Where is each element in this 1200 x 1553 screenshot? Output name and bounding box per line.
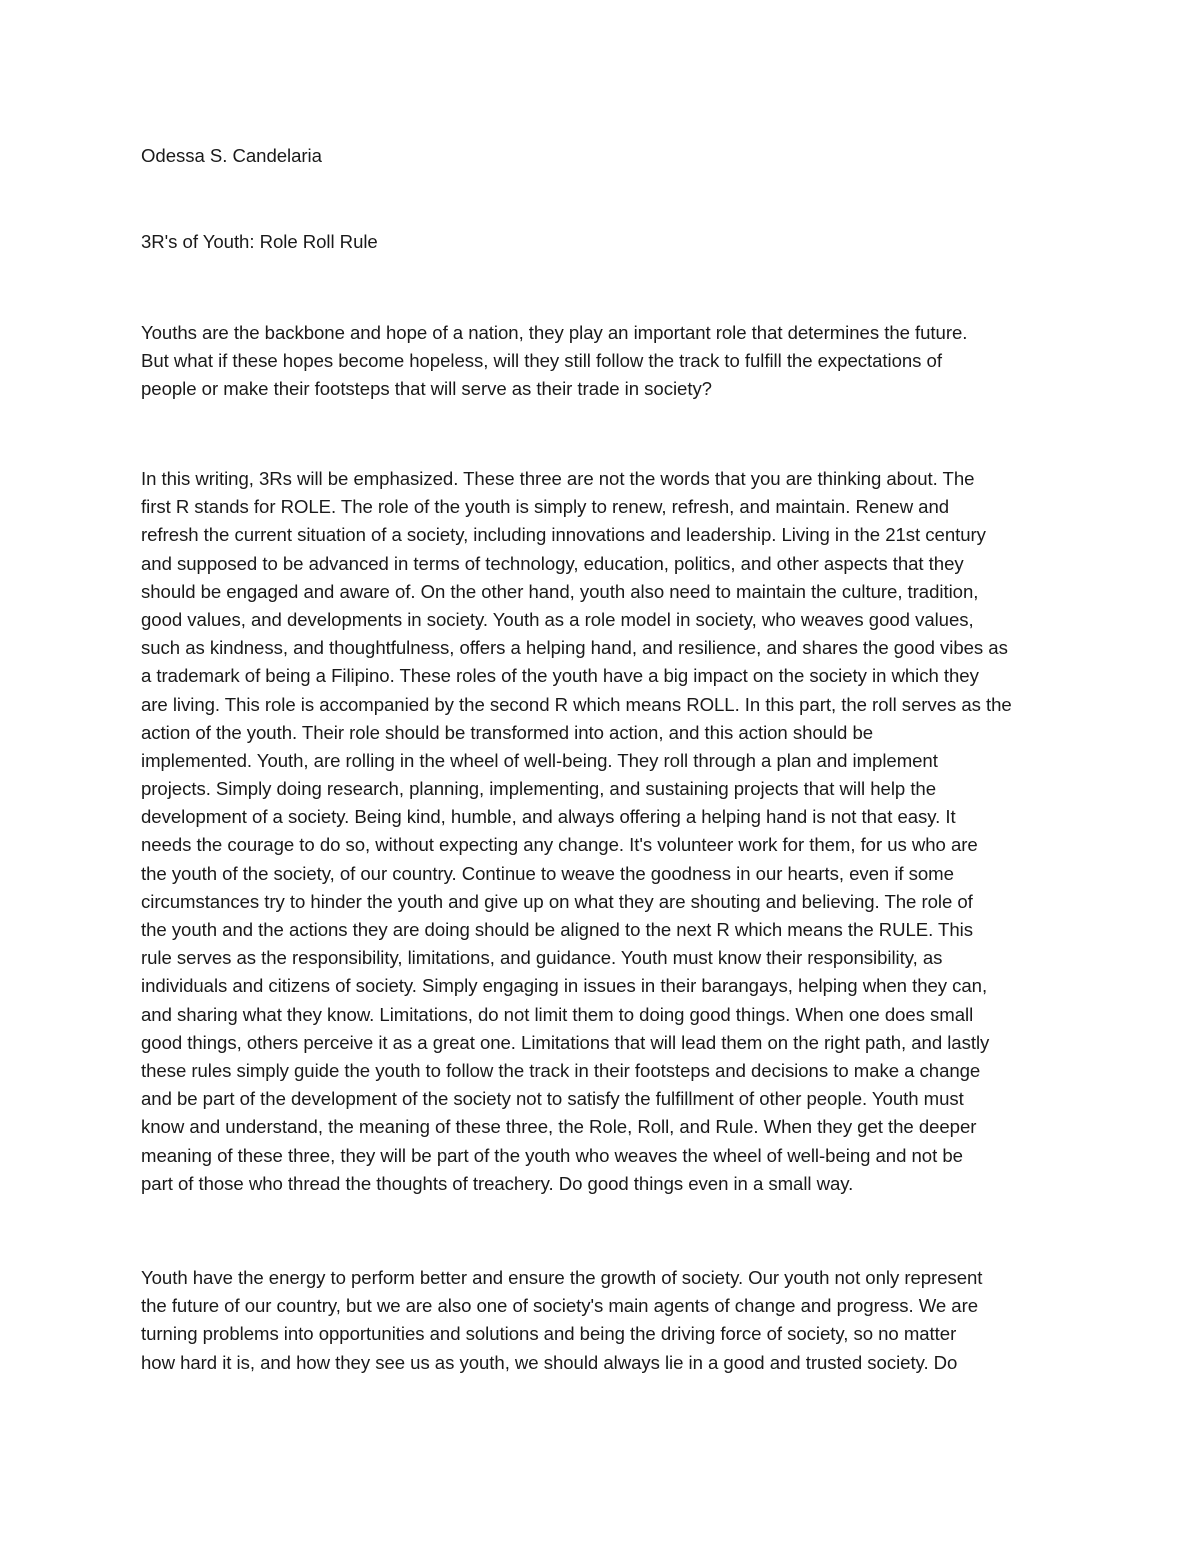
paragraph-line: how hard it is, and how they see us as youth, we should always lie in a good and trusted society. Do [141,1351,958,1373]
paragraph-line: circumstances try to hinder the youth and give up on what they are shouting and believing. The role of [141,890,973,912]
paragraph-line: meaning of these three, they will be part of the youth who weaves the wheel of well-being and not be [141,1144,963,1166]
paragraph-line: these rules simply guide the youth to follow the track in their footsteps and decisions to make a change [141,1059,981,1081]
paragraph-line: In this writing, 3Rs will be emphasized. These three are not the words that you are thinking about. The [141,468,975,489]
paragraph-line: Youths are the backbone and hope of a nation, they play an important role that determines the future. [141,322,968,343]
paragraph-3 [141,1264,1061,1377]
paragraph-2 [141,465,1061,1198]
paragraph-line: and be part of the development of the society not to satisfy the fulfillment of other people. Youth must [141,1088,964,1110]
paragraph-line: Youth have the energy to perform better and ensure the growth of society. Our youth not only represent [141,1267,983,1288]
paragraph-line: projects. Simply doing research, planning, implementing, and sustaining projects that will help the [141,778,937,800]
paragraph-line: implemented. Youth, are rolling in the wheel of well-being. They roll through a plan and implement [141,749,938,771]
paragraph-line: the youth of the society, of our country. Continue to weave the goodness in our hearts, even if some [141,862,954,884]
paragraph-line: such as kindness, and thoughtfulness, offers a helping hand, and resilience, and shares the good vibes as [141,637,1008,659]
paragraph-line: are living. This role is accompanied by the second R which means ROLL. In this part, the roll serves as the [141,693,1012,715]
paragraph-line: first R stands for ROLE. The role of the youth is simply to renew, refresh, and maintain. Renew and [141,496,950,518]
paragraph-line: development of a society. Being kind, humble, and always offering a helping hand is not that easy. It [141,806,956,828]
author-name [141,142,1061,170]
title-line: 3R's of Youth: Role Roll Rule [141,231,378,252]
paragraph-line: refresh the current situation of a society, including innovations and leadership. Living in the 21st century [141,524,986,546]
paragraph-line: action of the youth. Their role should be transformed into action, and this action should be [141,721,874,743]
paragraph-line: good values, and developments in society. Youth as a role model in society, who weaves good values, [141,608,974,630]
paragraph-line: a trademark of being a Filipino. These roles of the youth have a big impact on the society in which they [141,665,979,687]
author-line: Odessa S. Candelaria [141,145,322,166]
paragraph-line: good things, others perceive it as a great one. Limitations that will lead them on the right path, and lastly [141,1031,990,1053]
paragraph-line: rule serves as the responsibility, limitations, and guidance. Youth must know their responsibility, as [141,947,943,969]
paragraph-line: know and understand, the meaning of these three, the Role, Roll, and Rule. When they get the deeper [141,1116,977,1138]
paragraph-line: But what if these hopes become hopeless, will they still follow the track to fulfill the expectations of [141,350,942,372]
paragraph-1 [141,319,1061,404]
paragraph-line: should be engaged and aware of. On the other hand, youth also need to maintain the culture, tradition, [141,580,979,602]
paragraph-line: people or make their footsteps that will serve as their trade in society? [141,378,712,400]
paragraph-line: turning problems into opportunities and solutions and being the driving force of society, so no matter [141,1323,957,1345]
paragraph-line: individuals and citizens of society. Simply engaging in issues in their barangays, helping when they can, [141,975,988,997]
paragraph-line: and supposed to be advanced in terms of technology, education, politics, and other aspects that they [141,552,964,574]
paragraph-line: the future of our country, but we are also one of society's main agents of change and progress. We are [141,1295,979,1317]
paragraph-line: part of those who thread the thoughts of treachery. Do good things even in a small way. [141,1172,854,1194]
paragraph-line: needs the courage to do so, without expecting any change. It's volunteer work for them, for us who are [141,834,978,856]
paragraph-line: and sharing what they know. Limitations, do not limit them to doing good things. When one does small [141,1003,974,1025]
essay-title [141,228,1061,256]
paragraph-line: the youth and the actions they are doing should be aligned to the next R which means the RULE. This [141,919,973,940]
